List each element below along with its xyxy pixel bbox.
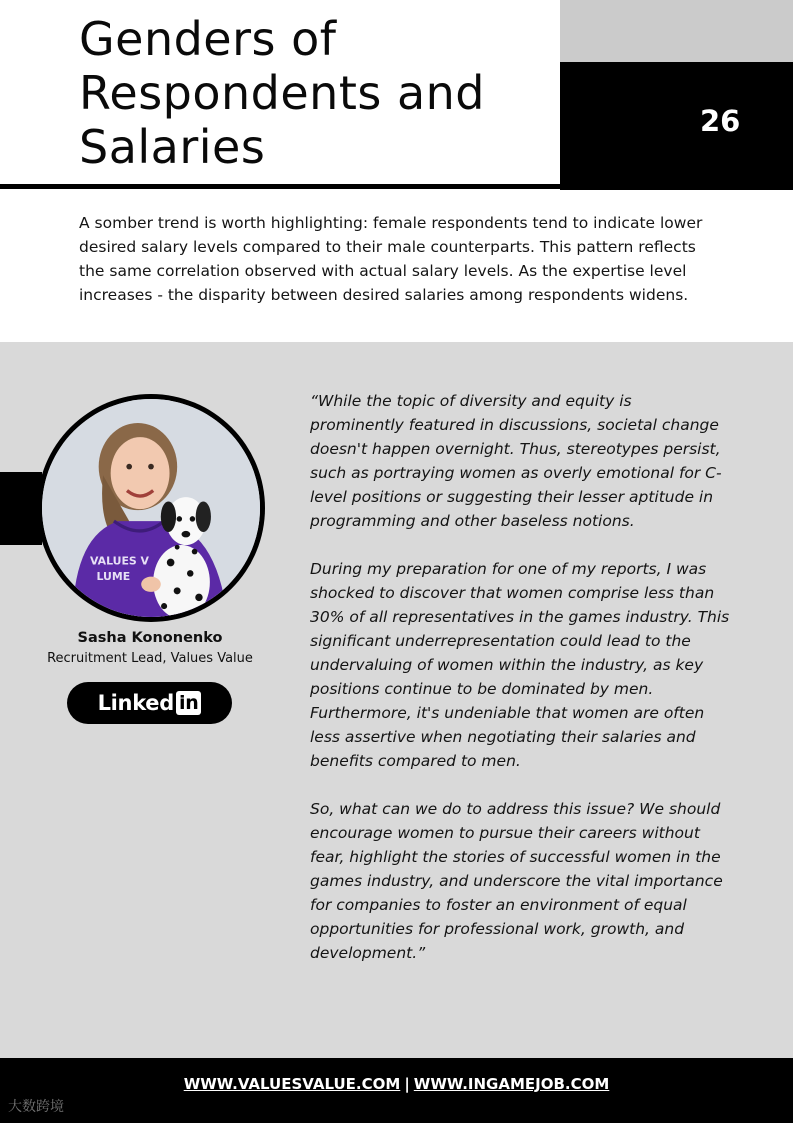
linkedin-button[interactable] [67, 682, 232, 724]
svg-text:LUME: LUME [96, 569, 131, 583]
watermark: 大数跨境 [8, 1099, 64, 1115]
header-divider [0, 184, 560, 189]
quote-paragraph: “While the topic of diversity and equity is prominently featured in discussions, societal change doesn't happen overnight. Thus, stereotypes persist, such as portraying women as overly emotional for C-level positions or suggesting their lesser aptitude in programming and other baseless notions. [310, 392, 722, 530]
quote-paragraph: So, what can we do to address this issue? We should encourage women to pursue their careers without fear, highlight the stories of successful women in the games industry, and underscore the vital importance for companies to foster an environment of equal opportunities for professional work, growth, and development.” [310, 800, 723, 962]
intro-paragraph: A somber trend is worth highlighting: female respondents tend to indicate lower desired salary levels compared to their male counterparts. This pattern reflects the same correlation observed with actual salary levels. As the expertise level increases - the disparity between desired salaries among respondents widens. [79, 214, 703, 304]
quote-block [310, 389, 730, 989]
footer-links [0, 1075, 793, 1093]
profile-name: Sasha Kononenko [77, 630, 223, 646]
linkedin-label: Linked [97, 691, 174, 715]
person-with-dalmatian-image [42, 399, 260, 617]
corner-grey-block [560, 0, 793, 62]
avatar-photo [42, 399, 260, 617]
profile-role: Recruitment Lead, Values Value [47, 651, 253, 666]
left-accent-bar [0, 472, 42, 545]
linkedin-icon: in [176, 691, 201, 715]
footer-separator: | [404, 1075, 410, 1093]
page-title: Genders of Respondents and Salaries [79, 12, 485, 174]
avatar [37, 394, 265, 622]
svg-text:VALUES V: VALUES V [89, 554, 149, 568]
footer-link-valuesvalue[interactable]: WWW.VALUESVALUE.COM [183, 1075, 401, 1093]
footer-link-ingamejob[interactable]: WWW.INGAMEJOB.COM [413, 1075, 610, 1093]
page-number: 26 [700, 104, 741, 138]
quote-paragraph: During my preparation for one of my reports, I was shocked to discover that women comprise less than 30% of all representatives in the games industry. This significant underrepresentation could lead to the undervaluing of women within the industry, as key positions continue to be dominated by men. Furthermore, it's undeniable that women are often less assertive when negotiating their salaries and benefits compared to men. [310, 560, 730, 770]
